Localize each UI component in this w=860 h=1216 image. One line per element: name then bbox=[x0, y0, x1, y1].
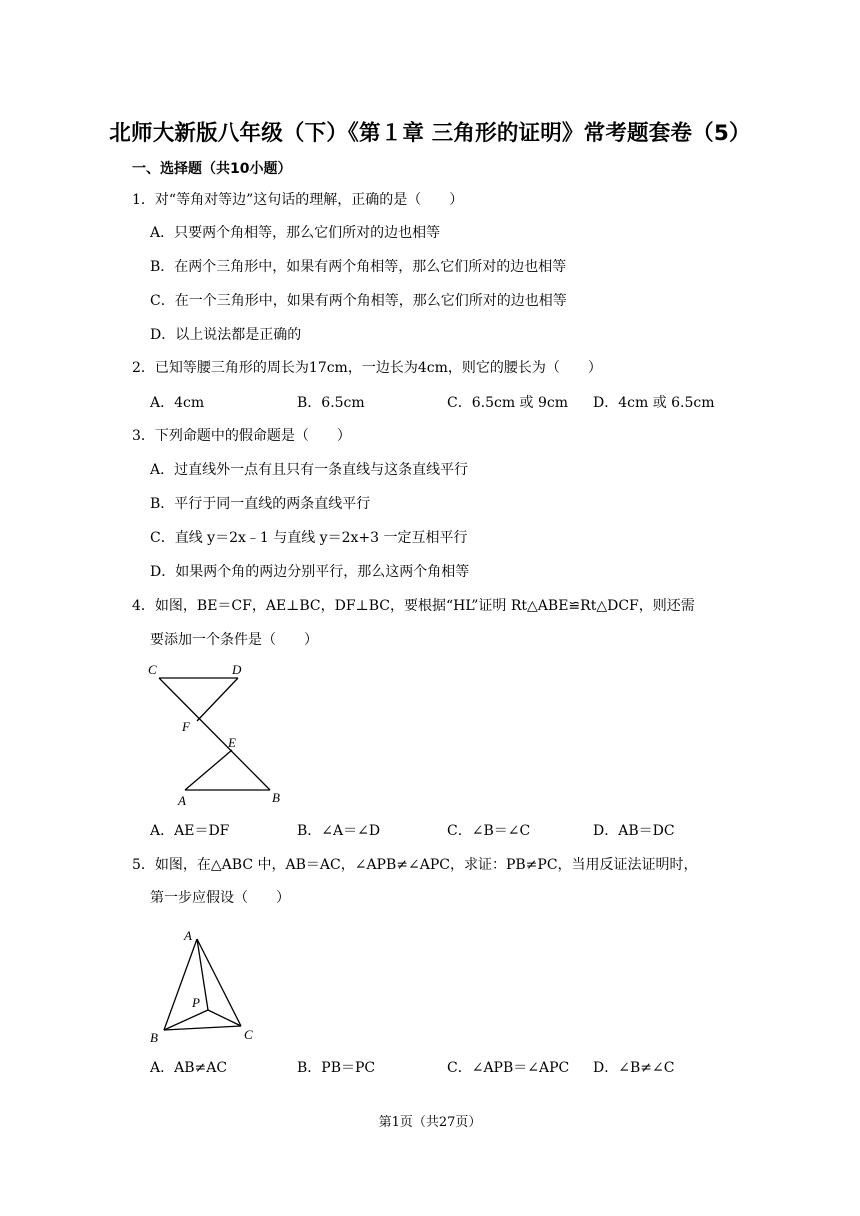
segment-ab bbox=[164, 939, 197, 1030]
segment-df bbox=[197, 678, 238, 721]
question-4-figure bbox=[140, 658, 300, 810]
question-4-option-a: A．AE＝DF bbox=[150, 823, 230, 839]
figure-label-b: B bbox=[150, 1030, 158, 1045]
question-2-option-c: C．6.5cm 或 9cm bbox=[447, 395, 569, 411]
question-4-stem-line-2: 要添加一个条件是（ ） bbox=[150, 632, 318, 648]
figure-label-f: F bbox=[182, 719, 190, 734]
question-5-stem-line-2: 第一步应假设（ ） bbox=[150, 890, 290, 906]
question-4-option-b: B．∠A＝∠D bbox=[297, 823, 381, 839]
question-1-option-c: C．在一个三角形中，如果有两个角相等，那么它们所对的边也相等 bbox=[150, 293, 567, 309]
question-1-option-a: A．只要两个角相等，那么它们所对的边也相等 bbox=[150, 225, 441, 241]
question-4-option-d: D．AB＝DC bbox=[593, 823, 675, 839]
figure-label-a: A bbox=[184, 928, 192, 943]
segment-ae bbox=[185, 750, 232, 790]
question-5-option-d: D．∠B≠∠C bbox=[593, 1060, 675, 1076]
segment-bc bbox=[164, 1026, 241, 1030]
figure-label-e: E bbox=[228, 735, 236, 750]
question-3-option-d: D．如果两个角的两边分别平行，那么这两个角相等 bbox=[150, 564, 470, 580]
question-2-stem: 2．已知等腰三角形的周长为17cm，一边长为4cm，则它的腰长为（ ） bbox=[132, 360, 602, 376]
question-5-option-a: A．AB≠AC bbox=[150, 1060, 228, 1076]
question-2-option-a: A．4cm bbox=[150, 395, 205, 411]
question-1-option-b: B．在两个三角形中，如果有两个角相等，那么它们所对的边也相等 bbox=[150, 259, 567, 275]
segment-cb bbox=[159, 678, 270, 790]
question-3-option-c: C．直线 y＝2x﹣1 与直线 y＝2x+3 一定互相平行 bbox=[150, 530, 468, 546]
figure-label-p: P bbox=[192, 995, 200, 1010]
question-2-option-d: D．4cm 或 6.5cm bbox=[593, 395, 715, 411]
figure-label-c: C bbox=[244, 1027, 253, 1042]
question-2-option-b: B．6.5cm bbox=[297, 395, 365, 411]
figure-label-c: C bbox=[148, 662, 157, 677]
section-heading: 一、选择题（共10小题） bbox=[132, 161, 292, 177]
question-3-stem: 3．下列命题中的假命题是（ ） bbox=[132, 428, 351, 444]
question-5-option-b: B．PB＝PC bbox=[297, 1060, 376, 1076]
question-5-option-c: C．∠APB＝∠APC bbox=[447, 1060, 570, 1076]
figure-label-b: B bbox=[272, 790, 280, 805]
question-3-option-a: A．过直线外一点有且只有一条直线与这条直线平行 bbox=[150, 462, 469, 478]
question-4-stem-line-1: 4．如图，BE＝CF，AE⊥BC，DF⊥BC，要根据“HL”证明 Rt△ABE≌Rt△DCF，则还需 bbox=[132, 598, 695, 614]
figure-label-d: D bbox=[232, 662, 242, 677]
question-4-option-c: C．∠B＝∠C bbox=[447, 823, 531, 839]
question-3-option-b: B．平行于同一直线的两条直线平行 bbox=[150, 496, 371, 512]
question-5-stem-line-1: 5．如图，在△ABC 中，AB＝AC，∠APB≠∠APC，求证：PB≠PC，当用反证法证明时， bbox=[132, 857, 698, 873]
page-title: 北师大新版八年级（下）《第１章 三角形的证明》常考题套卷（5） bbox=[109, 121, 751, 146]
segment-cp bbox=[208, 1010, 241, 1026]
page-footer: 第1页（共27页） bbox=[378, 1115, 482, 1130]
figure-label-a: A bbox=[178, 793, 186, 808]
question-1-option-d: D．以上说法都是正确的 bbox=[150, 327, 302, 343]
question-1-stem: 1．对“等角对等边”这句话的理解，正确的是（ ） bbox=[132, 192, 464, 208]
question-5-figure bbox=[140, 922, 270, 1046]
